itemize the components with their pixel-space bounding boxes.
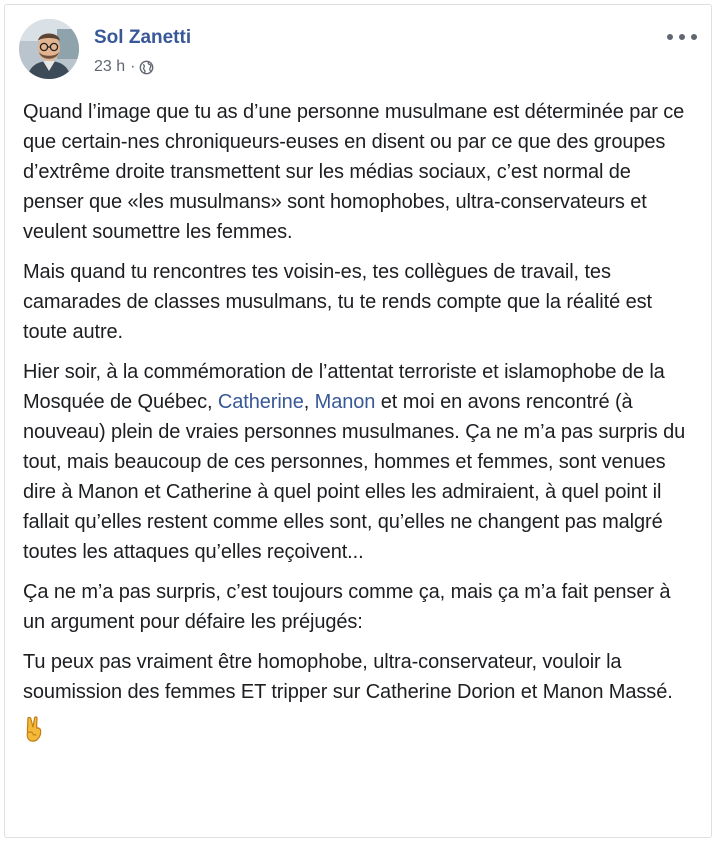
- paragraph-3-part-1: Hier soir, à la commémoration de l’attentat terroriste et islamophobe de la Mosquée de Québec,: [23, 361, 665, 413]
- more-dot: [667, 34, 673, 40]
- post-paragraph-1: Quand l’image que tu as d’une personne musulmane est déterminée par ce que certain-nes chroniqueurs-euses en disent ou par ce que des groupes d’extrême droite transmettent sur les médias sociaux, c’est normal de penser que «les musulmans» sont homophobes, ultra-conservateurs et veulent soumettre les femmes.: [23, 101, 685, 243]
- author-name[interactable]: Sol Zanetti: [94, 27, 192, 48]
- paragraph-3-part-2: ,: [303, 391, 315, 413]
- post-timestamp[interactable]: 23 h: [94, 58, 126, 75]
- post-meta: [94, 57, 154, 77]
- author-avatar[interactable]: [19, 19, 79, 79]
- post-paragraph-3: [23, 357, 695, 567]
- post-paragraph-5: Tu peux pas vraiment être homophobe, ultra-conservateur, vouloir la soumission des femmes ET tripper sur Catherine Dorion et Manon Massé.: [23, 651, 673, 703]
- meta-separator: ·: [130, 58, 136, 75]
- post-paragraph-4: Ça ne m’a pas surpris, c’est toujours comme ça, mais ça m’a fait penser à un argument pour défaire les préjugés:: [23, 581, 671, 633]
- mention-manon[interactable]: Manon: [314, 391, 376, 413]
- facebook-post: [4, 4, 712, 838]
- post-header: [19, 19, 697, 85]
- post-body: [23, 97, 695, 743]
- post-paragraph-2: Mais quand tu rencontres tes voisin-es, tes collègues de travail, tes camarades de classes musulmans, tu te rends compte que la réalité est toute autre.: [23, 261, 652, 343]
- globe-icon[interactable]: [139, 60, 154, 75]
- victory-hand-icon: [23, 715, 45, 743]
- more-dot: [691, 34, 697, 40]
- avatar-photo-icon: [19, 19, 79, 79]
- more-options-icon[interactable]: [667, 27, 697, 47]
- paragraph-3-part-3: et moi en avons rencontré (à nouveau) plein de vraies personnes musulmanes. Ça ne m’a pas surpris du tout, mais beaucoup de ces personnes, hommes et femmes, sont venues dire à Manon et Catherine à quel point elles les admiraient, à quel point il fallait qu’elles restent comme elles sont, qu’elles ne changent pas malgré toutes les attaques qu’elles reçoivent...: [23, 391, 686, 563]
- mention-catherine[interactable]: Catherine: [217, 391, 304, 413]
- more-dot: [679, 34, 685, 40]
